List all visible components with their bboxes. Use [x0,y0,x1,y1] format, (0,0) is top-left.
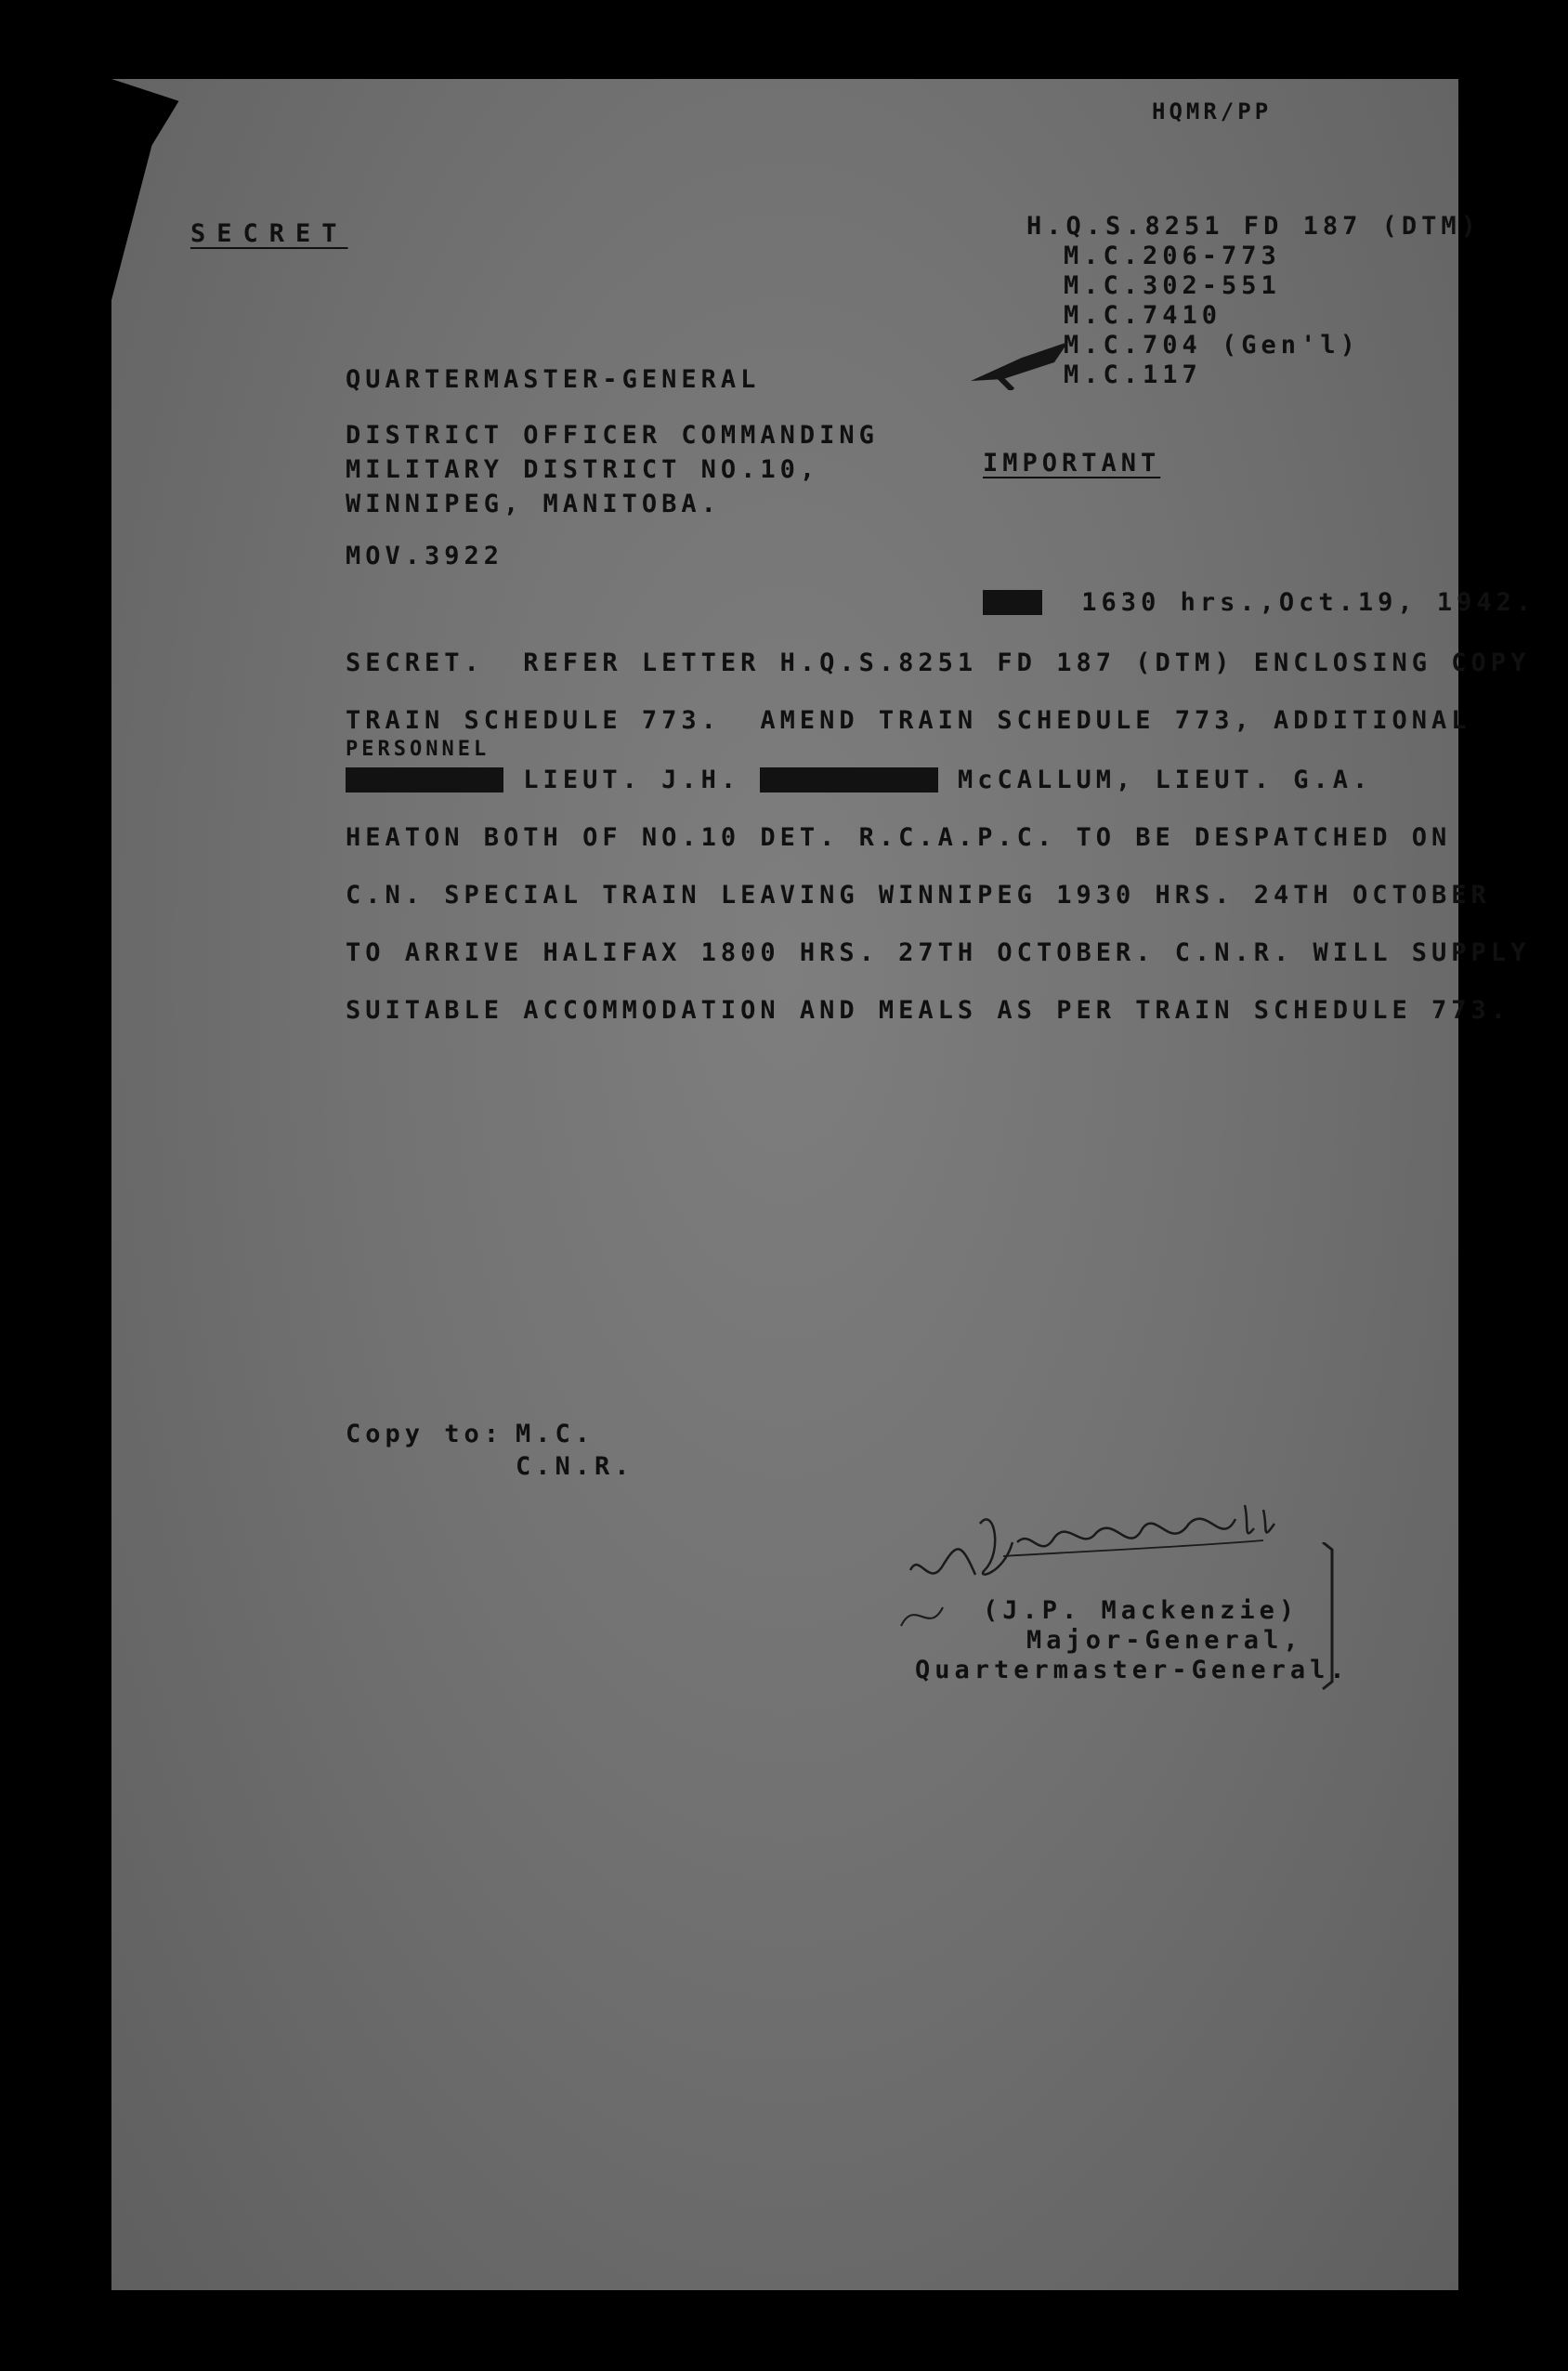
date-time [983,590,1535,615]
body-line: TRAIN SCHEDULE 773. AMEND TRAIN SCHEDULE 773, ADDITIONAL [346,706,1471,735]
body-line: C.N. SPECIAL TRAIN LEAVING WINNIPEG 1930 HRS. 24TH OCTOBER [346,881,1491,910]
address-line: WINNIPEG, MANITOBA. [346,490,721,518]
copy-to-label: Copy to: [346,1420,504,1448]
struck-text: XXX [983,588,1042,617]
body-line: TO ARRIVE HALIFAX 1800 HRS. 27TH OCTOBER. C.N.R. WILL SUPPLY [346,938,1531,967]
file-ref: M.C.7410 [1064,301,1222,330]
document-sheet [111,79,1458,2290]
struck-text: XXXXXXXXX [760,766,938,794]
priority-label: IMPORTANT [983,449,1161,478]
body-text: LIEUT. J.H. [503,766,761,794]
body-line: HEATON BOTH OF NO.10 DET. R.C.A.P.C. TO BE DESPATCHED ON [346,823,1452,852]
body-text: McCALLUM, LIEUT. G.A. [937,766,1373,794]
file-ref: H.Q.S.8251 FD 187 (DTM) [1026,212,1481,241]
copy-recipient: M.C. [516,1420,595,1448]
body-line [346,767,1372,793]
address-line: MILITARY DISTRICT NO.10, [346,455,820,484]
message-number: MOV.3922 [346,542,504,570]
paper-clip-mark [966,334,1078,390]
signatory-rank: Major-General, [1026,1626,1303,1655]
copy-recipient: C.N.R. [516,1452,634,1481]
corner-reference: HQMR/PP [1152,98,1273,124]
date-time-text: 1630 hrs.,Oct.19, 1942. [1081,588,1536,617]
from-title: QUARTERMASTER-GENERAL [346,365,761,394]
file-ref: M.C.704 (Gen'l) [1064,331,1360,360]
file-ref: M.C.206-773 [1064,242,1281,270]
signatory-title: Quartermaster-General. [915,1656,1350,1684]
file-ref: M.C.302-551 [1064,271,1281,300]
classification-heading: SECRET [190,219,348,248]
body-line: SECRET. REFER LETTER H.Q.S.8251 FD 187 (DTM) ENCLOSING COPY [346,648,1531,677]
file-ref: M.C.117 [1064,360,1202,389]
struck-text: XXXXXXXX [346,766,504,794]
address-line: DISTRICT OFFICER COMMANDING [346,421,879,450]
overtyped-word: PERSONNEL [346,738,490,761]
signatory-name: (J.P. Mackenzie) [983,1596,1300,1625]
body-line: SUITABLE ACCOMMODATION AND MEALS AS PER TRAIN SCHEDULE 773. [346,996,1511,1025]
